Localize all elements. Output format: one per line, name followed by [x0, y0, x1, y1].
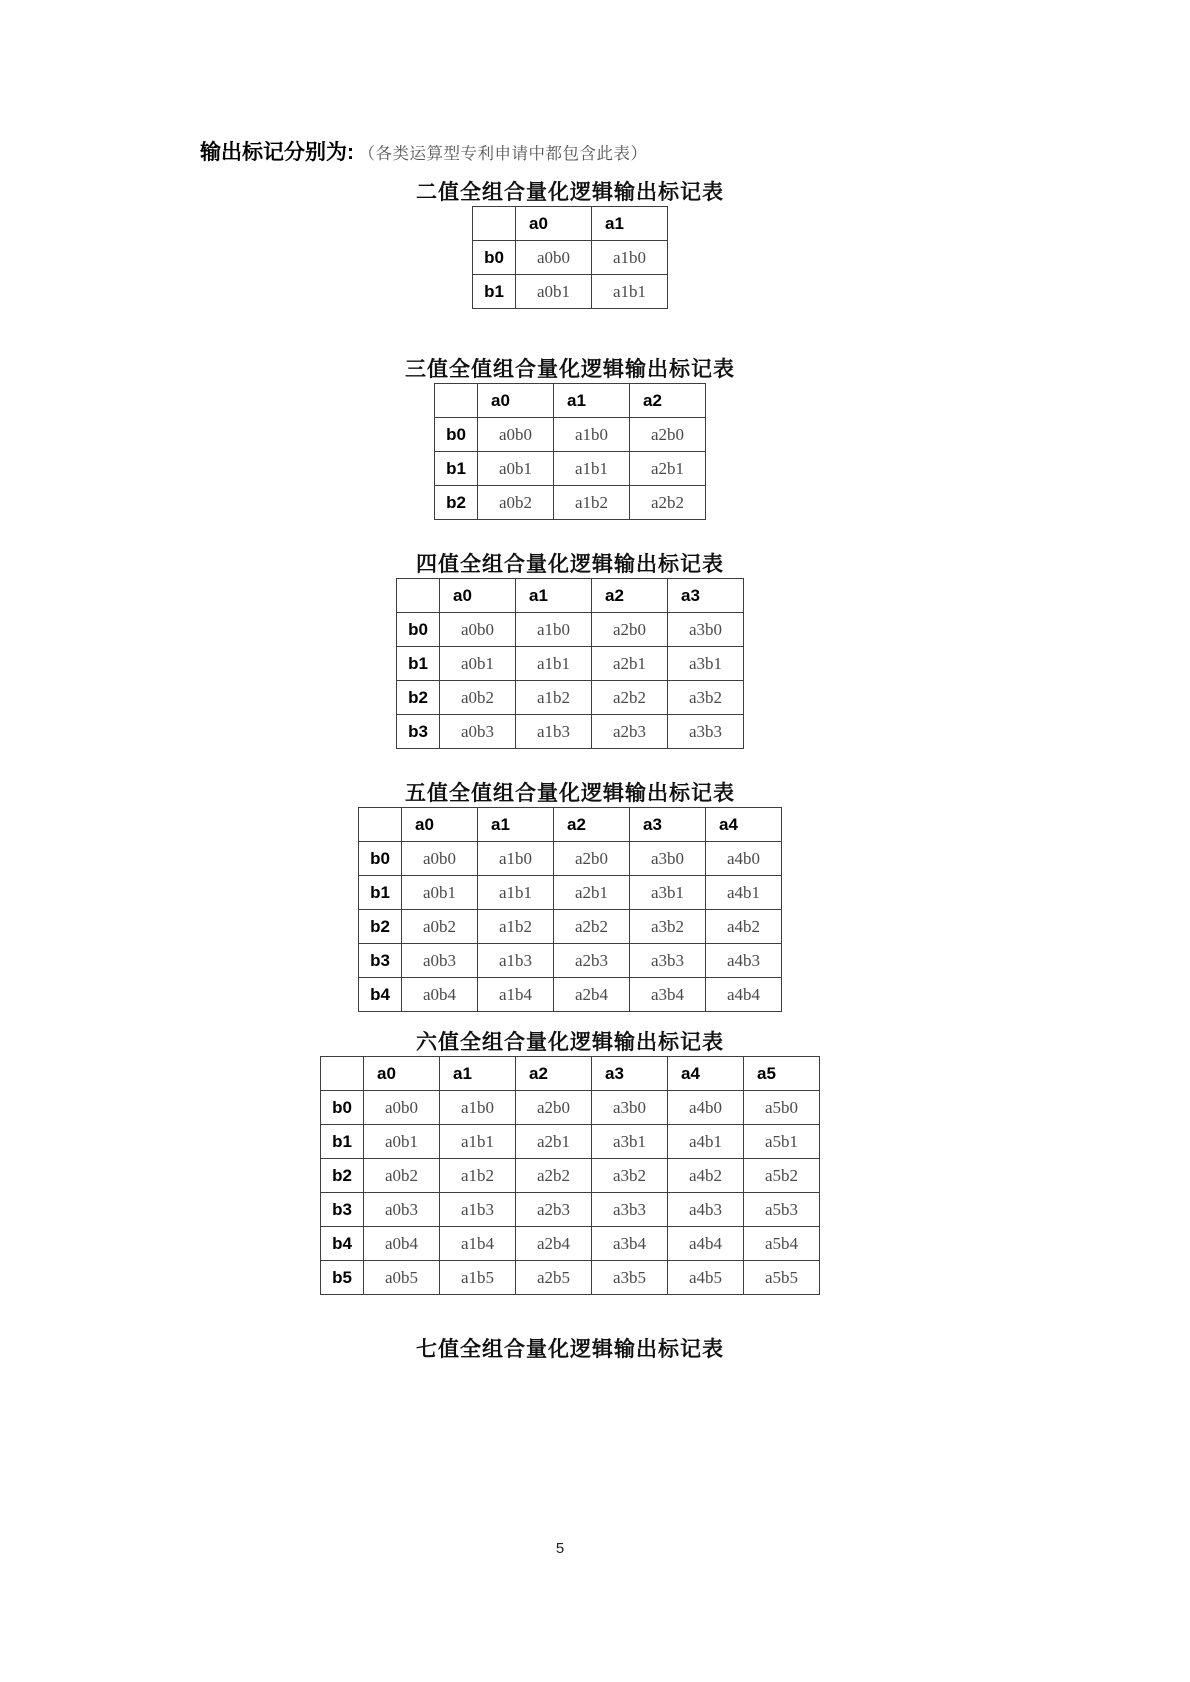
table-cell: a1b0: [478, 842, 554, 876]
table-row: [359, 910, 782, 944]
table-cell: a0b4: [364, 1227, 440, 1261]
column-header: a0: [478, 384, 554, 418]
table-cell: a2b4: [554, 978, 630, 1012]
table-cell: a1b0: [516, 613, 592, 647]
page-number: 5: [555, 1540, 565, 1557]
table-cell: a3b4: [592, 1227, 668, 1261]
table-cell: a2b2: [630, 486, 706, 520]
table-row: [397, 613, 744, 647]
column-header: a4: [668, 1057, 744, 1091]
table-cell: a2b1: [554, 876, 630, 910]
header-row: [435, 384, 706, 418]
corner-cell: [473, 207, 516, 241]
column-header: a2: [516, 1057, 592, 1091]
table-cell: a4b1: [706, 876, 782, 910]
table-row: [397, 647, 744, 681]
table-cell: a4b3: [668, 1193, 744, 1227]
column-header: a3: [592, 1057, 668, 1091]
output-table-2value: [472, 206, 668, 309]
table-cell: a3b5: [592, 1261, 668, 1295]
table-cell: a1b3: [516, 715, 592, 749]
table-cell: a0b1: [364, 1125, 440, 1159]
table-cell: a3b2: [592, 1159, 668, 1193]
table-cell: a3b1: [592, 1125, 668, 1159]
table-cell: a3b1: [668, 647, 744, 681]
intro-line: [180, 136, 960, 166]
row-header: b2: [321, 1159, 364, 1193]
table-cell: a3b3: [668, 715, 744, 749]
table-row: [359, 978, 782, 1012]
row-header: b0: [435, 418, 478, 452]
output-table-6value: [320, 1056, 820, 1295]
table-cell: a0b0: [478, 418, 554, 452]
table-cell: a0b2: [402, 910, 478, 944]
table-row: [435, 452, 706, 486]
table-row: [397, 715, 744, 749]
row-header: b2: [359, 910, 402, 944]
table-cell: a2b5: [516, 1261, 592, 1295]
table-cell: a0b4: [402, 978, 478, 1012]
corner-cell: [397, 579, 440, 613]
header-row: [473, 207, 668, 241]
row-header: b3: [359, 944, 402, 978]
table-cell: a0b3: [402, 944, 478, 978]
table-cell: a3b3: [592, 1193, 668, 1227]
table-cell: a2b1: [630, 452, 706, 486]
table-row: [397, 681, 744, 715]
table-cell: a0b5: [364, 1261, 440, 1295]
row-header: b1: [473, 275, 516, 309]
table-cell: a1b1: [478, 876, 554, 910]
corner-cell: [321, 1057, 364, 1091]
table-cell: a4b2: [706, 910, 782, 944]
table-cell: a5b0: [744, 1091, 820, 1125]
table-cell: a4b4: [706, 978, 782, 1012]
table-cell: a0b0: [364, 1091, 440, 1125]
header-row: [359, 808, 782, 842]
table-row: [473, 275, 668, 309]
output-table-3value: [434, 383, 706, 520]
table-cell: a1b2: [478, 910, 554, 944]
table-cell: a3b4: [630, 978, 706, 1012]
table-cell: a0b3: [440, 715, 516, 749]
table-cell: a2b3: [592, 715, 668, 749]
row-header: b1: [321, 1125, 364, 1159]
table-cell: a3b2: [630, 910, 706, 944]
table-cell: a0b1: [516, 275, 592, 309]
row-header: b0: [473, 241, 516, 275]
column-header: a1: [478, 808, 554, 842]
row-header: b4: [359, 978, 402, 1012]
table-cell: a2b0: [592, 613, 668, 647]
table-title-5value: 五值全值组合量化逻辑输出标记表: [405, 782, 735, 805]
table-cell: a1b1: [592, 275, 668, 309]
table-cell: a2b3: [554, 944, 630, 978]
column-header: a5: [744, 1057, 820, 1091]
column-header: a1: [440, 1057, 516, 1091]
row-header: b3: [397, 715, 440, 749]
table-cell: a4b4: [668, 1227, 744, 1261]
table-cell: a0b2: [440, 681, 516, 715]
table-row: [359, 944, 782, 978]
table-cell: a0b2: [478, 486, 554, 520]
table-row: [359, 842, 782, 876]
column-header: a4: [706, 808, 782, 842]
table-cell: a1b5: [440, 1261, 516, 1295]
table-cell: a2b3: [516, 1193, 592, 1227]
column-header: a0: [516, 207, 592, 241]
table-cell: a5b5: [744, 1261, 820, 1295]
table-row: [321, 1193, 820, 1227]
table-cell: a0b3: [364, 1193, 440, 1227]
column-header: a2: [630, 384, 706, 418]
table-cell: a1b4: [478, 978, 554, 1012]
table-cell: a0b1: [478, 452, 554, 486]
row-header: b0: [321, 1091, 364, 1125]
table-cell: a1b0: [592, 241, 668, 275]
table-cell: a2b2: [592, 681, 668, 715]
table-row: [435, 418, 706, 452]
table-row: [435, 486, 706, 520]
table-cell: a1b1: [440, 1125, 516, 1159]
column-header: a0: [440, 579, 516, 613]
table-row: [321, 1125, 820, 1159]
table-cell: a4b0: [706, 842, 782, 876]
table-cell: a1b0: [554, 418, 630, 452]
header-row: [321, 1057, 820, 1091]
table-cell: a1b1: [516, 647, 592, 681]
row-header: b1: [435, 452, 478, 486]
header-row: [397, 579, 744, 613]
table-cell: a3b0: [592, 1091, 668, 1125]
table-cell: a3b3: [630, 944, 706, 978]
row-header: b4: [321, 1227, 364, 1261]
table-cell: a1b4: [440, 1227, 516, 1261]
table-cell: a4b2: [668, 1159, 744, 1193]
table-title-3value: 三值全值组合量化逻辑输出标记表: [405, 358, 735, 381]
table-cell: a1b2: [554, 486, 630, 520]
table-cell: a4b0: [668, 1091, 744, 1125]
table-cell: a2b0: [554, 842, 630, 876]
table-cell: a5b1: [744, 1125, 820, 1159]
corner-cell: [435, 384, 478, 418]
table-cell: a5b3: [744, 1193, 820, 1227]
table-cell: a2b1: [592, 647, 668, 681]
table-cell: a4b1: [668, 1125, 744, 1159]
document-content: [180, 0, 960, 1363]
table-title-4value: 四值全组合量化逻辑输出标记表: [416, 553, 724, 576]
corner-cell: [359, 808, 402, 842]
table-cell: a5b4: [744, 1227, 820, 1261]
table-cell: a1b3: [478, 944, 554, 978]
table-row: [321, 1261, 820, 1295]
column-header: a1: [592, 207, 668, 241]
table-row: [321, 1091, 820, 1125]
table-title-2value: 二值全组合量化逻辑输出标记表: [416, 181, 724, 204]
intro-label: 输出标记分别为:: [200, 141, 354, 164]
table-cell: a0b1: [402, 876, 478, 910]
table-title-6value: 六值全组合量化逻辑输出标记表: [416, 1031, 724, 1054]
intro-note: （各类运算型专利申请中都包含此表）: [358, 145, 648, 163]
column-header: a3: [630, 808, 706, 842]
table-cell: a3b0: [630, 842, 706, 876]
table-cell: a0b0: [440, 613, 516, 647]
table-cell: a2b4: [516, 1227, 592, 1261]
table-cell: a3b0: [668, 613, 744, 647]
table-row: [473, 241, 668, 275]
row-header: b1: [397, 647, 440, 681]
table-cell: a2b2: [516, 1159, 592, 1193]
table-cell: a0b2: [364, 1159, 440, 1193]
table-cell: a5b2: [744, 1159, 820, 1193]
row-header: b2: [397, 681, 440, 715]
table-cell: a3b2: [668, 681, 744, 715]
table-cell: a2b1: [516, 1125, 592, 1159]
column-header: a1: [554, 384, 630, 418]
column-header: a3: [668, 579, 744, 613]
table-cell: a4b3: [706, 944, 782, 978]
table-cell: a0b0: [516, 241, 592, 275]
column-header: a1: [516, 579, 592, 613]
table-cell: a2b2: [554, 910, 630, 944]
table-cell: a3b1: [630, 876, 706, 910]
table-cell: a1b1: [554, 452, 630, 486]
table-cell: a2b0: [630, 418, 706, 452]
row-header: b3: [321, 1193, 364, 1227]
row-header: b0: [397, 613, 440, 647]
table-row: [321, 1159, 820, 1193]
table-title-7value: 七值全组合量化逻辑输出标记表: [416, 1338, 724, 1361]
output-table-5value: [358, 807, 782, 1012]
column-header: a0: [402, 808, 478, 842]
table-row: [321, 1227, 820, 1261]
table-cell: a0b0: [402, 842, 478, 876]
table-cell: a1b3: [440, 1193, 516, 1227]
column-header: a2: [592, 579, 668, 613]
table-cell: a1b2: [440, 1159, 516, 1193]
column-header: a2: [554, 808, 630, 842]
row-header: b2: [435, 486, 478, 520]
table-row: [359, 876, 782, 910]
column-header: a0: [364, 1057, 440, 1091]
table-cell: a1b0: [440, 1091, 516, 1125]
table-cell: a1b2: [516, 681, 592, 715]
row-header: b0: [359, 842, 402, 876]
output-table-4value: [396, 578, 744, 749]
table-cell: a0b1: [440, 647, 516, 681]
table-cell: a4b5: [668, 1261, 744, 1295]
row-header: b1: [359, 876, 402, 910]
row-header: b5: [321, 1261, 364, 1295]
table-cell: a2b0: [516, 1091, 592, 1125]
